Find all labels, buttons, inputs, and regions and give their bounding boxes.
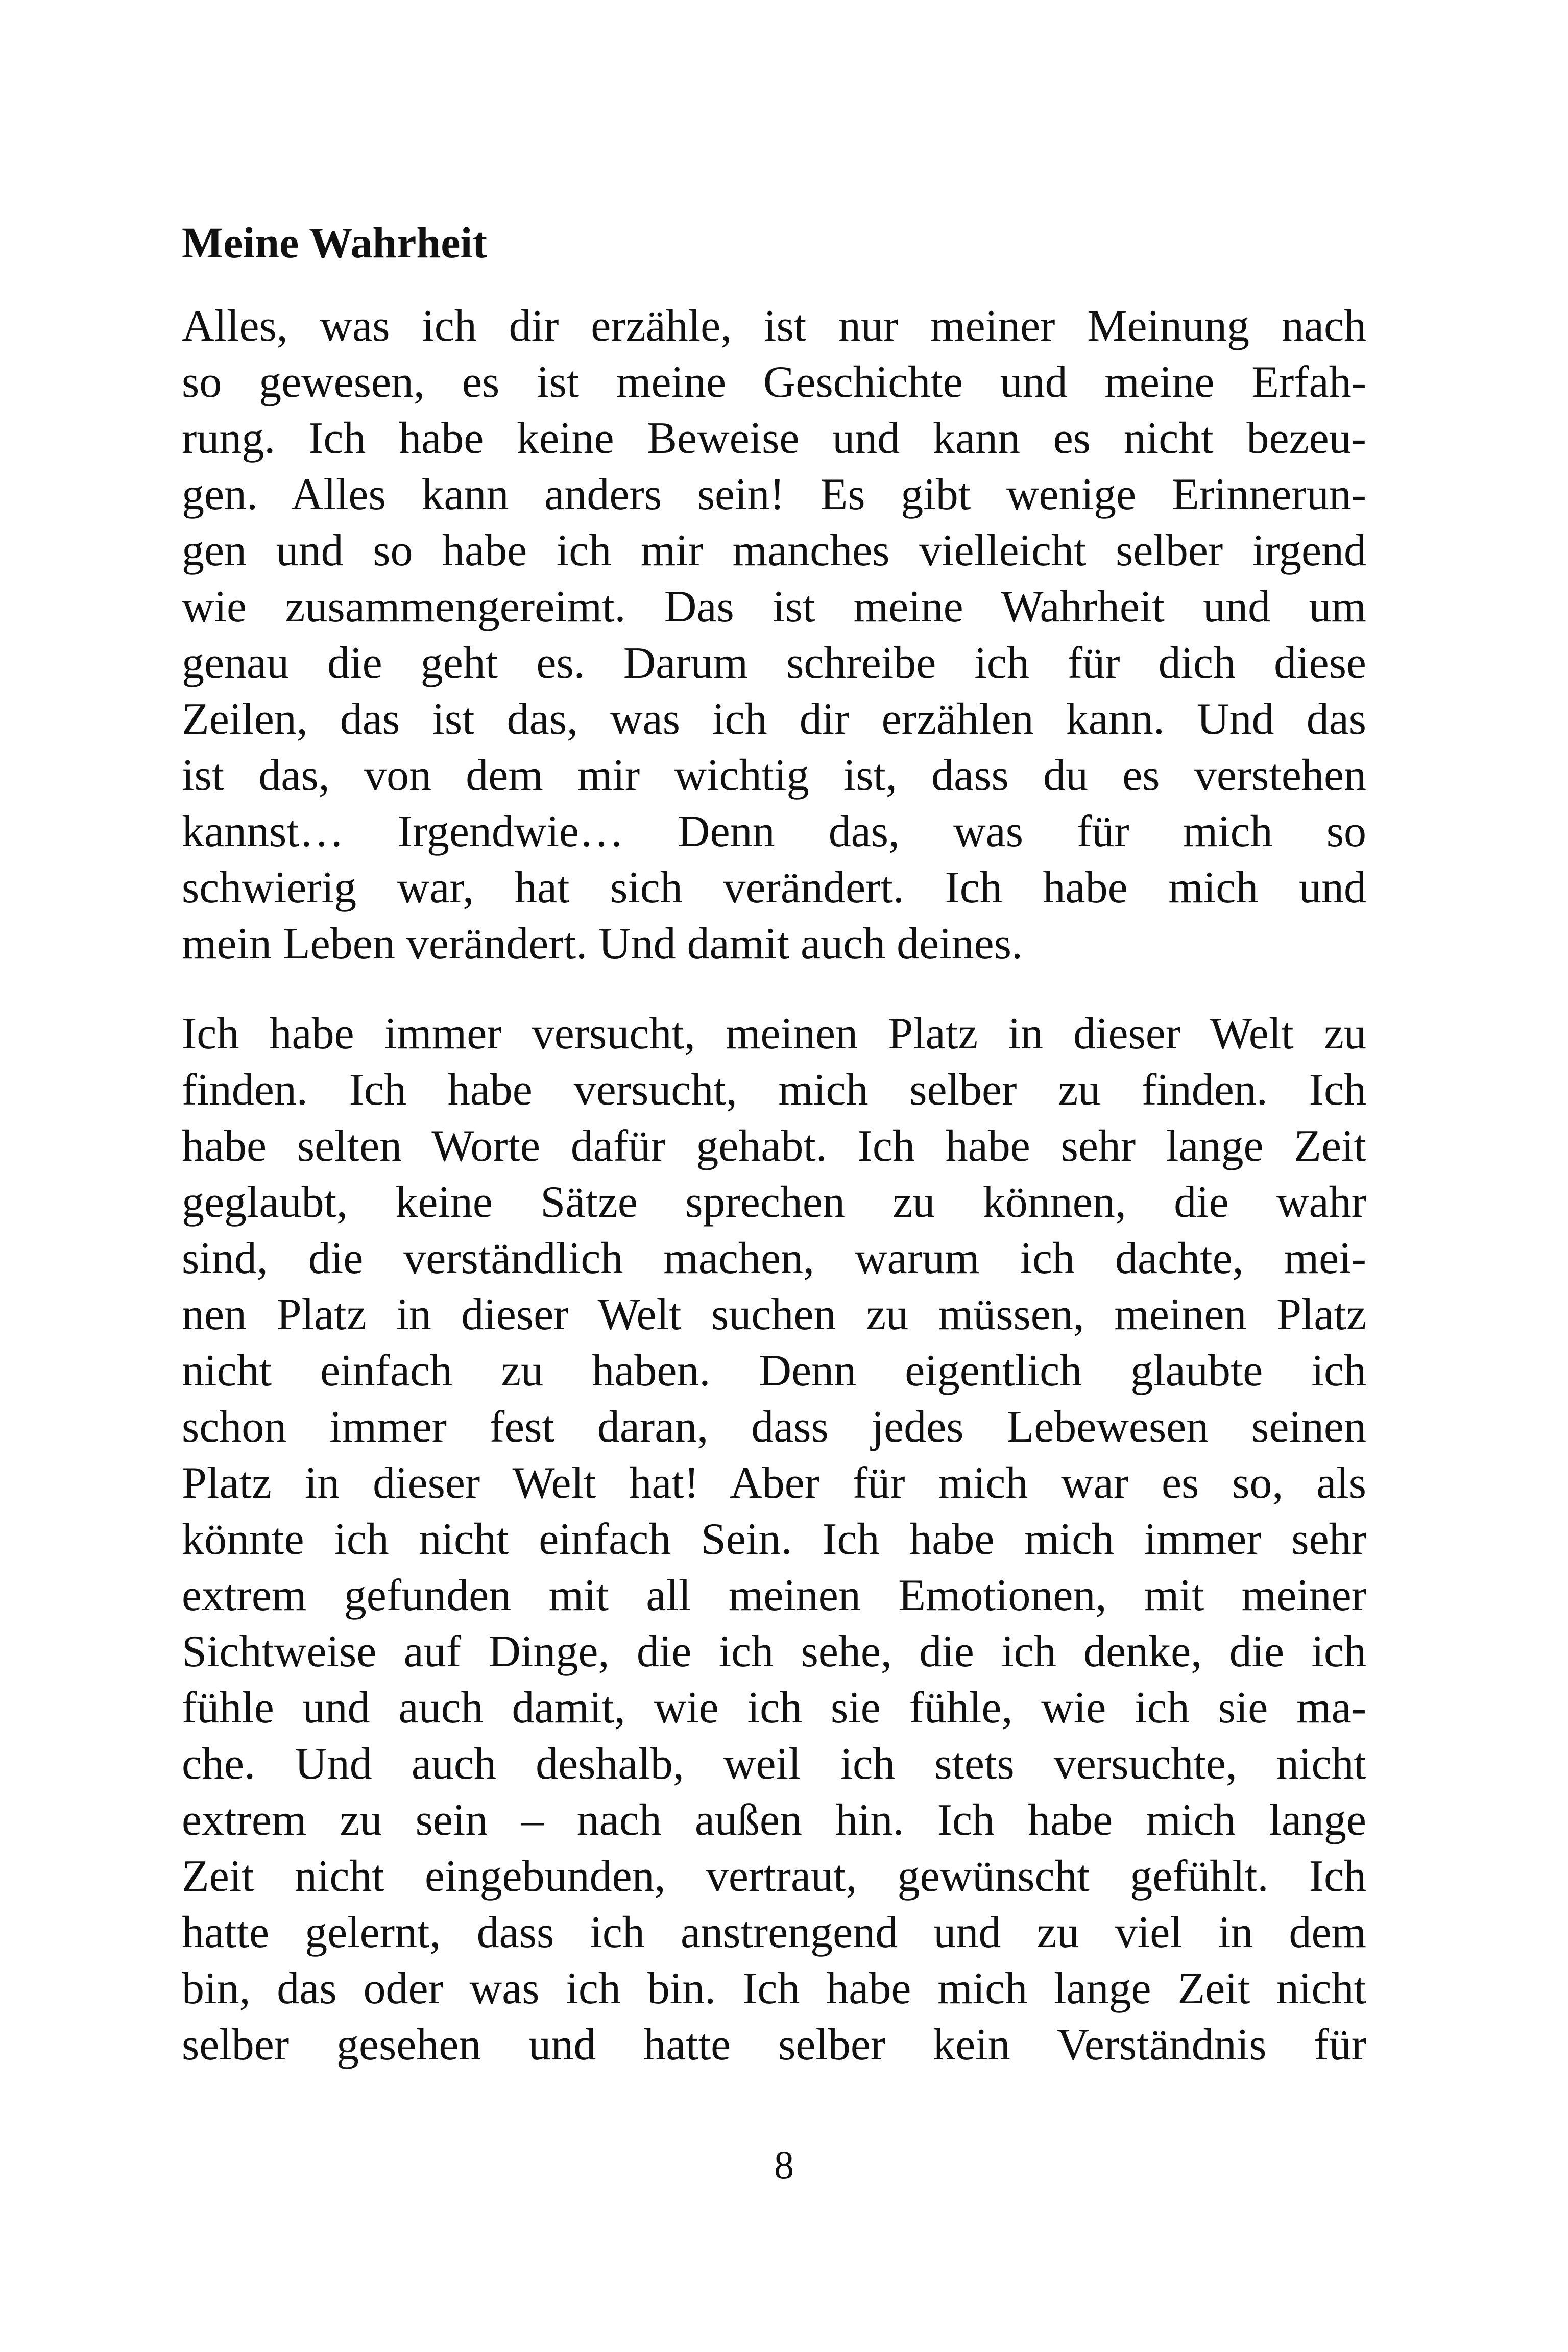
text-line: schon immer fest daran, dass jedes Lebewesen seinen — [182, 1402, 1366, 1452]
text-line: kannst… Irgendwie… Denn das, was für mich so — [182, 807, 1366, 856]
text-line: ist das, von dem mir wichtig ist, dass du es verstehen — [182, 751, 1366, 800]
text-line: sind, die verständlich machen, warum ich dachte, mei- — [182, 1234, 1366, 1283]
text-line: extrem zu sein – nach außen hin. Ich habe mich lange — [182, 1795, 1366, 1845]
text-line: Alles, was ich dir erzähle, ist nur meiner Meinung nach — [182, 301, 1366, 351]
text-line: Zeit nicht eingebunden, vertraut, gewünscht gefühlt. Ich — [182, 1852, 1366, 1901]
text-line: geglaubt, keine Sätze sprechen zu können, die wahr — [182, 1178, 1366, 1227]
text-block — [182, 214, 1366, 2107]
text-line: gen. Alles kann anders sein! Es gibt wenige Erinnerun- — [182, 470, 1366, 519]
text-line: hatte gelernt, dass ich anstrengend und zu viel in dem — [182, 1908, 1366, 1957]
text-line: wie zusammengereimt. Das ist meine Wahrheit und um — [182, 582, 1366, 632]
text-line: könnte ich nicht einfach Sein. Ich habe mich immer sehr — [182, 1515, 1366, 1564]
paragraph-1 — [182, 298, 1366, 972]
text-line: che. Und auch deshalb, weil ich stets versuchte, nicht — [182, 1739, 1366, 1789]
text-line: finden. Ich habe versucht, mich selber zu finden. Ich — [182, 1065, 1366, 1115]
text-line: nicht einfach zu haben. Denn eigentlich glaubte ich — [182, 1346, 1366, 1396]
text-line: schwierig war, hat sich verändert. Ich habe mich und — [182, 863, 1366, 913]
text-line: nen Platz in dieser Welt suchen zu müssen, meinen Platz — [182, 1290, 1366, 1339]
text-line: Platz in dieser Welt hat! Aber für mich war es so, als — [182, 1458, 1366, 1508]
text-line: genau die geht es. Darum schreibe ich für dich diese — [182, 638, 1366, 688]
text-line: so gewesen, es ist meine Geschichte und meine Erfah- — [182, 357, 1366, 407]
page-number: 8 — [774, 2143, 794, 2187]
text-line: fühle und auch damit, wie ich sie fühle, wie ich sie ma- — [182, 1683, 1366, 1733]
text-line: gen und so habe ich mir manches vielleicht selber irgend — [182, 526, 1366, 575]
paragraph-2 — [182, 1006, 1366, 2073]
text-line: selber gesehen und hatte selber kein Verständnis für — [182, 2020, 1366, 2070]
text-line: extrem gefunden mit all meinen Emotionen, mit meiner — [182, 1571, 1366, 1620]
text-line: Sichtweise auf Dinge, die ich sehe, die ich denke, die ich — [182, 1627, 1366, 1676]
text-line: rung. Ich habe keine Beweise und kann es nicht bezeu- — [182, 414, 1366, 463]
text-line: bin, das oder was ich bin. Ich habe mich lange Zeit nicht — [182, 1964, 1366, 2013]
text-line: Zeilen, das ist das, was ich dir erzählen kann. Und das — [182, 694, 1366, 744]
text-line: habe selten Worte dafür gehabt. Ich habe sehr lange Zeit — [182, 1121, 1366, 1171]
text-line: mein Leben verändert. Und damit auch deines. — [182, 919, 1023, 969]
text-line: Ich habe immer versucht, meinen Platz in dieser Welt zu — [182, 1009, 1366, 1059]
chapter-title: Meine Wahrheit — [182, 218, 487, 267]
